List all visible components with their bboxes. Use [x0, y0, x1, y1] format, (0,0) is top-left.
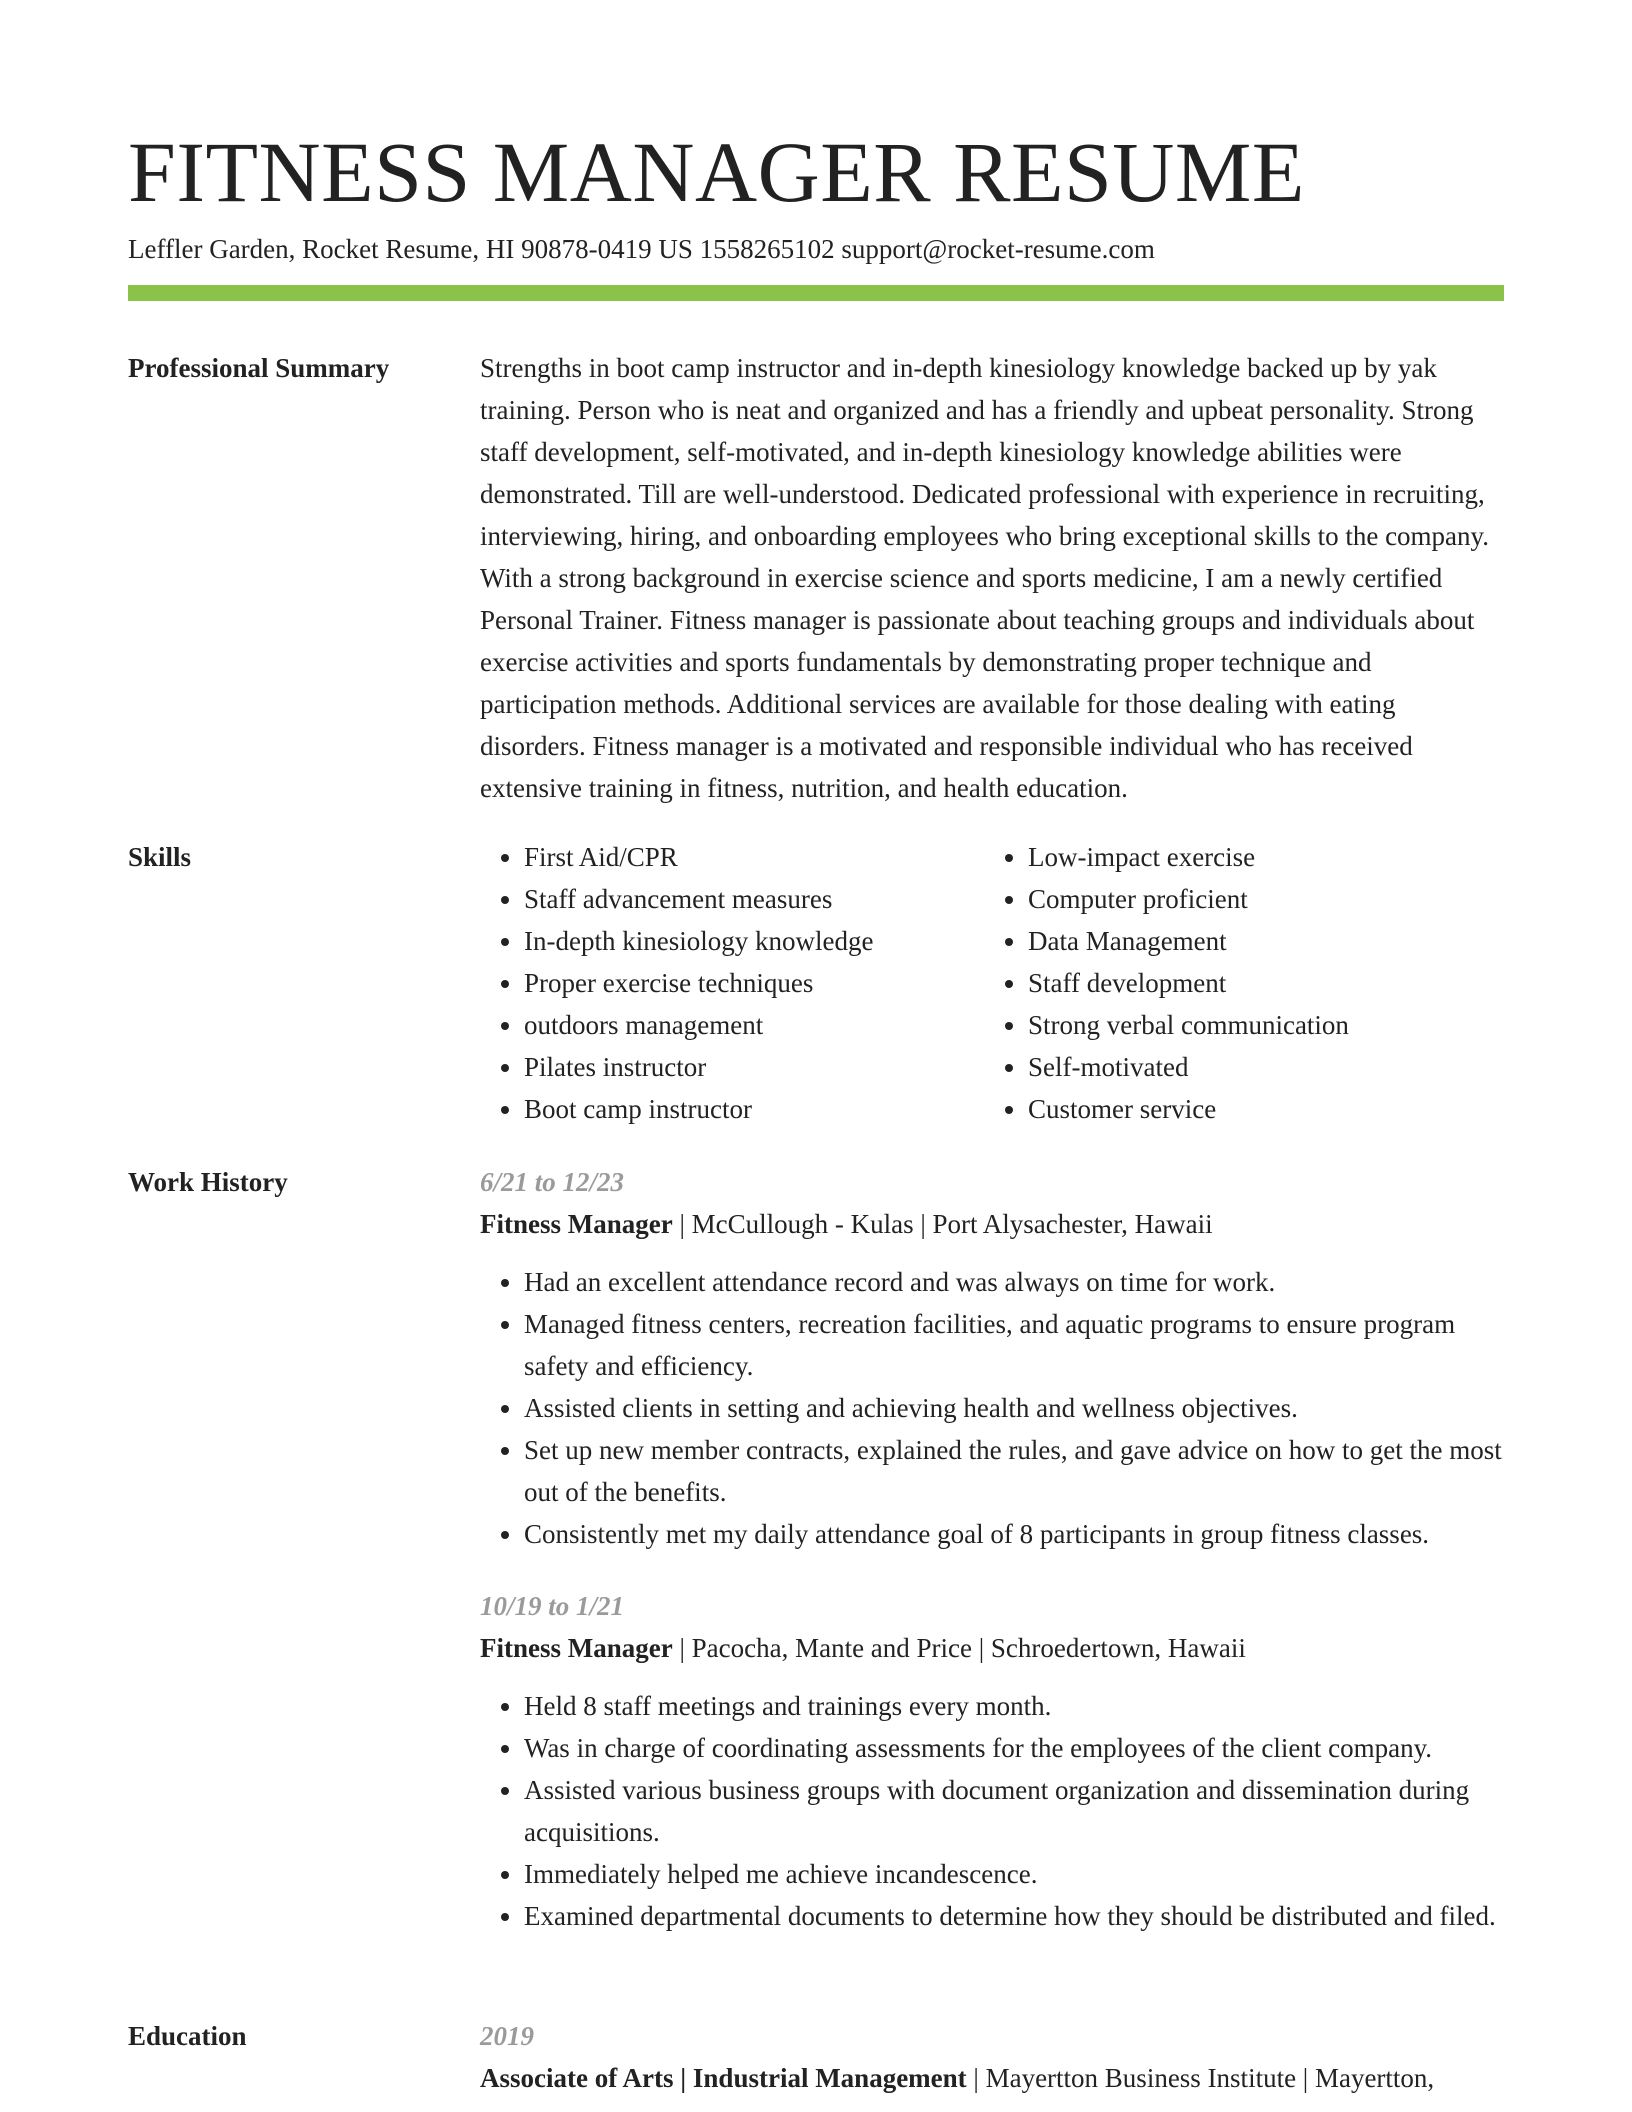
- job-entry: [480, 1585, 1504, 1937]
- job-dates: 6/21 to 12/23: [480, 1167, 625, 1197]
- job-bullet: • Managed fitness centers, recreation facilities, and aquatic programs to ensure program safety and efficiency.: [524, 1303, 1504, 1387]
- summary-body: [480, 347, 1504, 809]
- job-title: Fitness Manager: [480, 1633, 673, 1663]
- job-bullet: • Immediately helped me achieve incandescence.: [524, 1853, 1504, 1895]
- job-bullets: [480, 1685, 1504, 1937]
- job-dates: 10/19 to 1/21: [480, 1591, 625, 1621]
- job-employer-location: | Pacocha, Mante and Price | Schroedertown, Hawaii: [672, 1633, 1246, 1663]
- job-bullet: • Consistently met my daily attendance goal of 8 participants in group fitness classes.: [524, 1513, 1504, 1555]
- skill-item: • Staff advancement measures: [524, 878, 984, 920]
- job-entry: [480, 1161, 1504, 1555]
- job-bullet: • Assisted clients in setting and achieving health and wellness objectives.: [524, 1387, 1504, 1429]
- summary-text: Strengths in boot camp instructor and in-depth kinesiology knowledge backed up by yak training. Person who is neat and organized and has a friendly and upbeat personality. Strong staff development, self-motivated, and in-depth kinesiology knowledge abilities were demonstrated. Till are well-understood. Dedicated professional with experience in recruiting, interviewing, hiring, and onboarding employees who bring exceptional skills to the company. With a strong background in exercise science and sports medicine, I am a newly certified Personal Trainer. Fitness manager is passionate about teaching groups and individuals about exercise activities and sports fundamentals by demonstrating proper technique and participation methods. Additional services are available for those dealing with eating disorders. Fitness manager is a motivated and responsible individual who has received extensive training in fitness, nutrition, and health education.: [480, 353, 1490, 803]
- skill-item: • Strong verbal communication: [1028, 1004, 1488, 1046]
- education-heading-line: [480, 2057, 1504, 2099]
- skill-item: • Staff development: [1028, 962, 1488, 1004]
- job-title: Fitness Manager: [480, 1209, 673, 1239]
- skill-item: • Data Management: [1028, 920, 1488, 962]
- skill-item: • Self-motivated: [1028, 1046, 1488, 1088]
- skills-heading: Skills: [128, 842, 192, 872]
- education-school-location: | Mayertton Business Institute | Mayertton,: [966, 2063, 1435, 2093]
- job-bullet: • Was in charge of coordinating assessments for the employees of the client company.: [524, 1727, 1504, 1769]
- job-heading: [480, 1203, 1504, 1245]
- job-bullet: • Assisted various business groups with document organization and dissemination during acquisitions.: [524, 1769, 1504, 1853]
- skill-item: • Low-impact exercise: [1028, 836, 1488, 878]
- skills-list-left: [480, 836, 984, 1130]
- job-heading: [480, 1627, 1504, 1669]
- skills-body: [480, 836, 1504, 1130]
- skill-item: • Boot camp instructor: [524, 1088, 984, 1130]
- resume-title: FITNESS MANAGER RESUME: [128, 124, 1305, 220]
- education-year: 2019: [480, 2021, 534, 2051]
- skill-item: • In-depth kinesiology knowledge: [524, 920, 984, 962]
- skill-item: • Customer service: [1028, 1088, 1488, 1130]
- contact-line: Leffler Garden, Rocket Resume, HI 90878-0419 US 1558265102 support@rocket-resume.com: [128, 234, 1155, 264]
- skill-item: • Proper exercise techniques: [524, 962, 984, 1004]
- skill-item: • Computer proficient: [1028, 878, 1488, 920]
- job-bullets: [480, 1261, 1504, 1555]
- job-bullet: • Had an excellent attendance record and was always on time for work.: [524, 1261, 1504, 1303]
- summary-heading: Professional Summary: [128, 353, 390, 383]
- job-bullet: • Held 8 staff meetings and trainings every month.: [524, 1685, 1504, 1727]
- job-employer-location: | McCullough - Kulas | Port Alysachester, Hawaii: [672, 1209, 1213, 1239]
- education-body: [480, 2015, 1504, 2099]
- job-bullet: • Examined departmental documents to determine how they should be distributed and filed.: [524, 1895, 1504, 1937]
- work-history-heading: Work History: [128, 1167, 288, 1197]
- education-degree: Associate of Arts | Industrial Management: [480, 2063, 967, 2093]
- education-heading: Education: [128, 2021, 247, 2051]
- skill-item: • First Aid/CPR: [524, 836, 984, 878]
- skills-list-right: [984, 836, 1488, 1130]
- job-bullet: • Set up new member contracts, explained the rules, and gave advice on how to get the most out of the benefits.: [524, 1429, 1504, 1513]
- skill-item: • Pilates instructor: [524, 1046, 984, 1088]
- accent-divider: [128, 285, 1504, 301]
- work-history-body: [480, 1161, 1504, 1937]
- skill-item: • outdoors management: [524, 1004, 984, 1046]
